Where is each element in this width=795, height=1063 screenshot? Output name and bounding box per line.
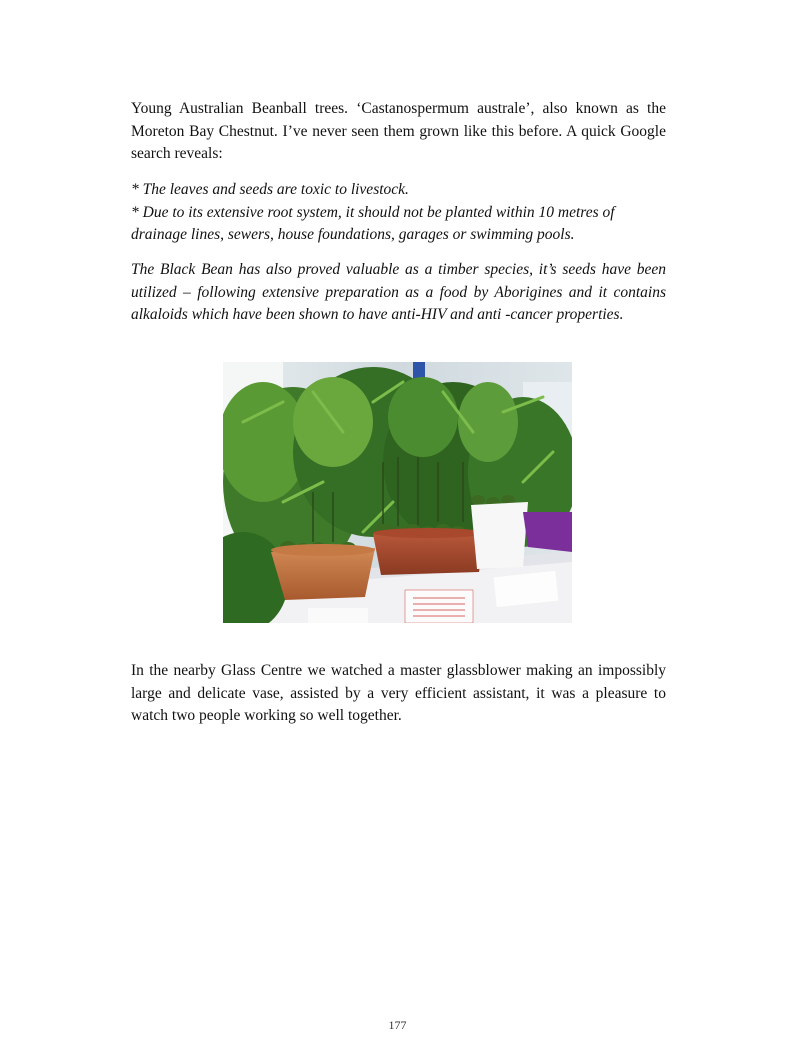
bullet-toxic: * The leaves and seeds are toxic to livestock. bbox=[131, 181, 409, 198]
glass-centre-paragraph bbox=[131, 660, 666, 728]
page-number: 177 bbox=[388, 1018, 407, 1032]
glass-centre-text: In the nearby Glass Centre we watched a master glassblower making an impossibly large and delicate vase, assisted by a very efficient assistant, it was a pleasure to watch two people working so well together. bbox=[131, 662, 666, 725]
bullet-list bbox=[131, 179, 666, 247]
bullet-root-system: * Due to its extensive root system, it should not be planted within 10 metres of drainage lines, sewers, house foundations, garages or swimming pools. bbox=[131, 203, 615, 244]
intro-text: Young Australian Beanball trees. ‘Castanospermum australe’, also known as the Moreton Bay Chestnut. I’ve never seen them grown like this before. A quick Google search reveals: bbox=[131, 100, 666, 163]
intro-paragraph bbox=[131, 98, 666, 166]
black-bean-paragraph bbox=[131, 259, 666, 327]
black-bean-text: The Black Bean has also proved valuable as a timber species, it’s seeds have been utilized – following extensive preparation as a food by Aborigines and it contains alkaloids which have been shown to have anti-HIV and anti -cancer properties. bbox=[131, 261, 666, 324]
beanball-trees-photo bbox=[223, 362, 572, 623]
